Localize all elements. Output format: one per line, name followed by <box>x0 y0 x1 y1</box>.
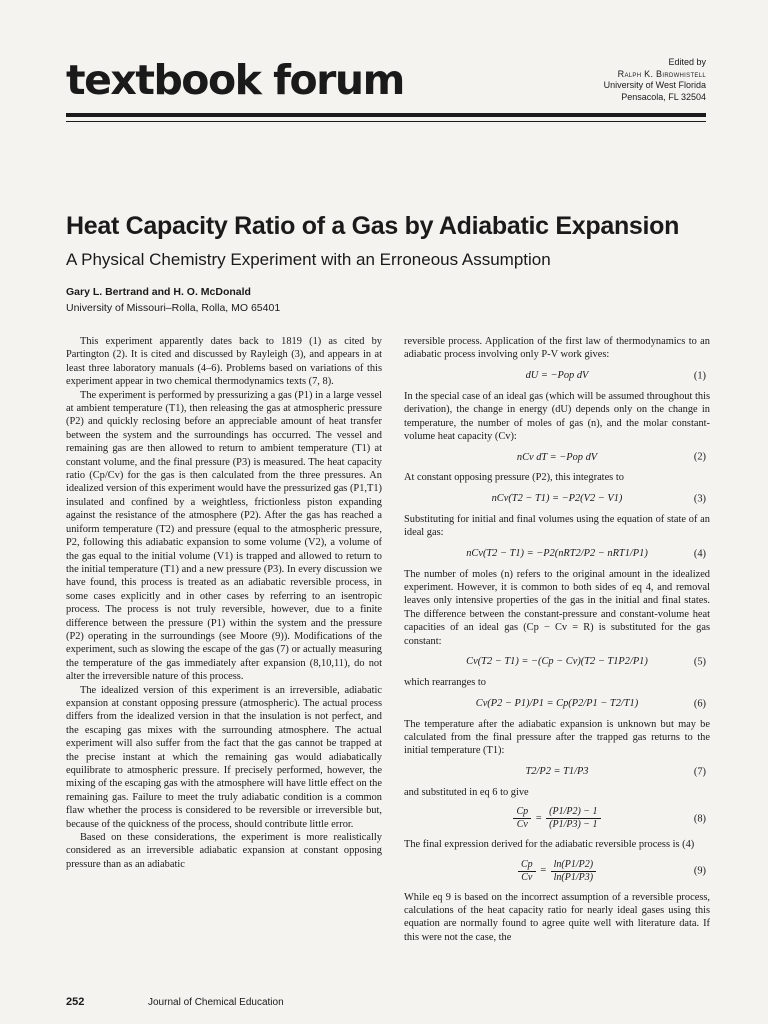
body-paragraph: The final expression derived for the adiabatic reversible process is (4) <box>404 839 695 851</box>
header-rule-thick <box>66 113 706 117</box>
equation-number: (9) <box>693 865 706 877</box>
editor-credit <box>604 57 706 103</box>
right-column <box>404 335 710 944</box>
article-title: Heat Capacity Ratio of a Gas by Adiabatic Expansion <box>66 212 680 240</box>
equals-sign: = <box>535 812 543 824</box>
body-paragraph: Substituting for initial and final volumes using the equation of state of an ideal gas: <box>404 513 710 539</box>
body-paragraph: and substituted in eq 6 to give <box>404 786 529 798</box>
author-affiliation: University of Missouri–Rolla, Rolla, MO 65401 <box>66 302 281 314</box>
equation-body: nCv(T2 − T1) = −P2(V2 − V1) <box>491 493 623 505</box>
editor-name: Ralph K. Birdwhistell <box>617 68 706 79</box>
page-number: 252 <box>66 996 85 1008</box>
equation-9 <box>404 859 710 884</box>
equation-number: (3) <box>693 493 706 505</box>
body-paragraph: which rearranges to <box>404 677 486 689</box>
body-paragraph: reversible process. Application of the first law of thermodynamics to an adiabatic process involving only P-V work gives: <box>404 336 710 361</box>
equation-body: T2/P2 = T1/P3 <box>525 766 589 778</box>
body-paragraph: This experiment apparently dates back to 1819 (1) as cited by Partington (2). It is cited and discussed by Rayleigh (3), and appears in at least three laboratory manuals (4–6). Problems based on variations of this experiment appear in two chemical thermodynamics texts (7, 8). <box>66 336 382 388</box>
journal-name: Journal of Chemical Education <box>148 997 284 1008</box>
equation-6 <box>404 697 710 711</box>
body-paragraph: At constant opposing pressure (P2), this integrates to <box>404 472 624 484</box>
equation-number: (4) <box>693 547 706 559</box>
equation-number: (1) <box>693 370 706 382</box>
equation-number: (5) <box>693 656 706 668</box>
body-paragraph: The experiment is performed by pressurizing a gas (P1) in a large vessel at ambient temperature (T1), then releasing the gas at atmospheric pressure (P2) and quickly reclosing before an appreciable amount of heat transfer between the system and the surroundings has occurred. The vessel and remaining gas are then allowed to return to ambient temperature (T1) at constant volume, and the final pressure (P3) is measured. The heat capacity ratio (Cp/Cv) for the gas is then calculated from the three pressures. An idealized version of this experiment would have the pressurized gas (P1,T1) insulated and confined by a weightless, frictionless piston expanding against the resistance of the atmosphere (P2). After the gas has reached a uniform temperature (T2) and pressure (equal to the atmospheric pressure, P2, following this adiabatic expansion to some volume (V2), a volume of the gas equal to the initial volume (V1) is trapped and allowed to return to the initial temperature (T1) and a new pressure (P3). In every discussion we have found, this process is treated as an adiabatic reversible process, in some cases explicitly and in other cases by referring to an isentropic process. The process is not truly reversible, however, due to a finite difference between the pressure (P1) within the system and the pressure (P2) operating in the surroundings (see Moore (9)). Modifications of the experiment, such as slowing the escape of the gas (7) or actually measuring the temperature of the gas immediately after expansion (8,10,11), do not alter the irreversible nature of this process. <box>66 389 382 683</box>
article-authors: Gary L. Bertrand and H. O. McDonald <box>66 286 251 298</box>
equation-number: (8) <box>693 812 706 824</box>
fraction <box>546 806 600 831</box>
denominator: Cv <box>516 819 528 831</box>
header-rule-thin <box>66 121 706 122</box>
section-logo: textbook forum <box>66 56 404 104</box>
edited-by-label: Edited by <box>668 57 706 67</box>
equals-sign: = <box>539 865 547 877</box>
equation-number: (6) <box>693 697 706 709</box>
denominator: (P1/P3) − 1 <box>549 819 598 831</box>
equation-8 <box>404 806 710 831</box>
equation-5 <box>404 655 710 669</box>
equation-3 <box>404 492 710 506</box>
body-paragraph: While eq 9 is based on the incorrect assumption of a reversible process, calculations of the heat capacity ratio for nearly ideal gases using this equation are normally found to agree quite well with literature data. If this were not the case, the <box>404 891 710 943</box>
equation-body: dU = −Pop dV <box>525 370 589 382</box>
body-paragraph: The idealized version of this experiment is an irreversible, adiabatic expansion at constant opposing pressure (atmospheric). The actual process differs from the idealized version in that the insulation is not perfect, and the escaping gas mixes with the surrounding atmosphere. The actual experiment will also suffer from the fact that the gas cannot be trapped at the precise instant at which the remaining gas would adiabatically equilibrate to atmospheric pressure. If precisely performed, however, the mixing of the escaping gas with the atmosphere will have little effect on the remaining gas. Failure to meet the truly adiabatic condition is a common flaw whether the process is considered to be reversible or irreversible but, because of the quickness of the process, should contribute little error. <box>66 684 382 830</box>
numerator: Cp <box>513 806 531 819</box>
body-paragraph: The number of moles (n) refers to the original amount in the idealized experiment. However, it is common to both sides of eq 4, and removal leaves only intensive properties of the gas in the initial and final states. The difference between the constant-pressure and constant-volume heat capacities of an ideal gas (Cp − Cv = R) is substituted for the gas constant: <box>404 568 710 647</box>
editor-city: Pensacola, FL 32504 <box>621 91 706 102</box>
equation-body: Cv(T2 − T1) = −(Cp − Cv)(T2 − T1P2/P1) <box>466 656 648 668</box>
denominator: Cv <box>521 871 533 883</box>
numerator: Cp <box>518 859 536 872</box>
equation-7 <box>404 765 710 779</box>
numerator: ln(P1/P2) <box>551 859 596 872</box>
numerator: (P1/P2) − 1 <box>546 806 600 819</box>
equation-number: (7) <box>693 766 706 778</box>
fraction <box>551 859 596 884</box>
equation-body: Cv(P2 − P1)/P1 = Cp(P2/P1 − T2/T1) <box>475 697 639 709</box>
left-column <box>66 335 382 871</box>
denominator: ln(P1/P3) <box>553 871 594 883</box>
equation-number: (2) <box>693 451 706 463</box>
body-paragraph: Based on these considerations, the experiment is more realistically considered as an irreversible adiabatic expansion at constant opposing pressure than as an adiabatic <box>66 832 382 870</box>
body-paragraph: The temperature after the adiabatic expansion is unknown but may be calculated from the final pressure after the trapped gas returns to the initial temperature (T1): <box>404 718 710 757</box>
fraction <box>518 859 536 884</box>
equation-2 <box>404 450 710 464</box>
equation-body: nCv(T2 − T1) = −P2(nRT2/P2 − nRT1/P1) <box>466 547 648 559</box>
editor-university: University of West Florida <box>603 80 706 90</box>
equation-body: nCv dT = −Pop dV <box>516 451 598 463</box>
body-paragraph: In the special case of an ideal gas (which will be assumed throughout this derivation), the change in energy (dU) depends only on the change in temperature, the number of moles of gas (n), and the molar constant-volume heat capacity (Cv): <box>404 390 710 443</box>
equation-4 <box>404 547 710 561</box>
fraction <box>513 806 531 831</box>
equation-1 <box>404 369 710 383</box>
article-subtitle: A Physical Chemistry Experiment with an Erroneous Assumption <box>66 250 551 269</box>
